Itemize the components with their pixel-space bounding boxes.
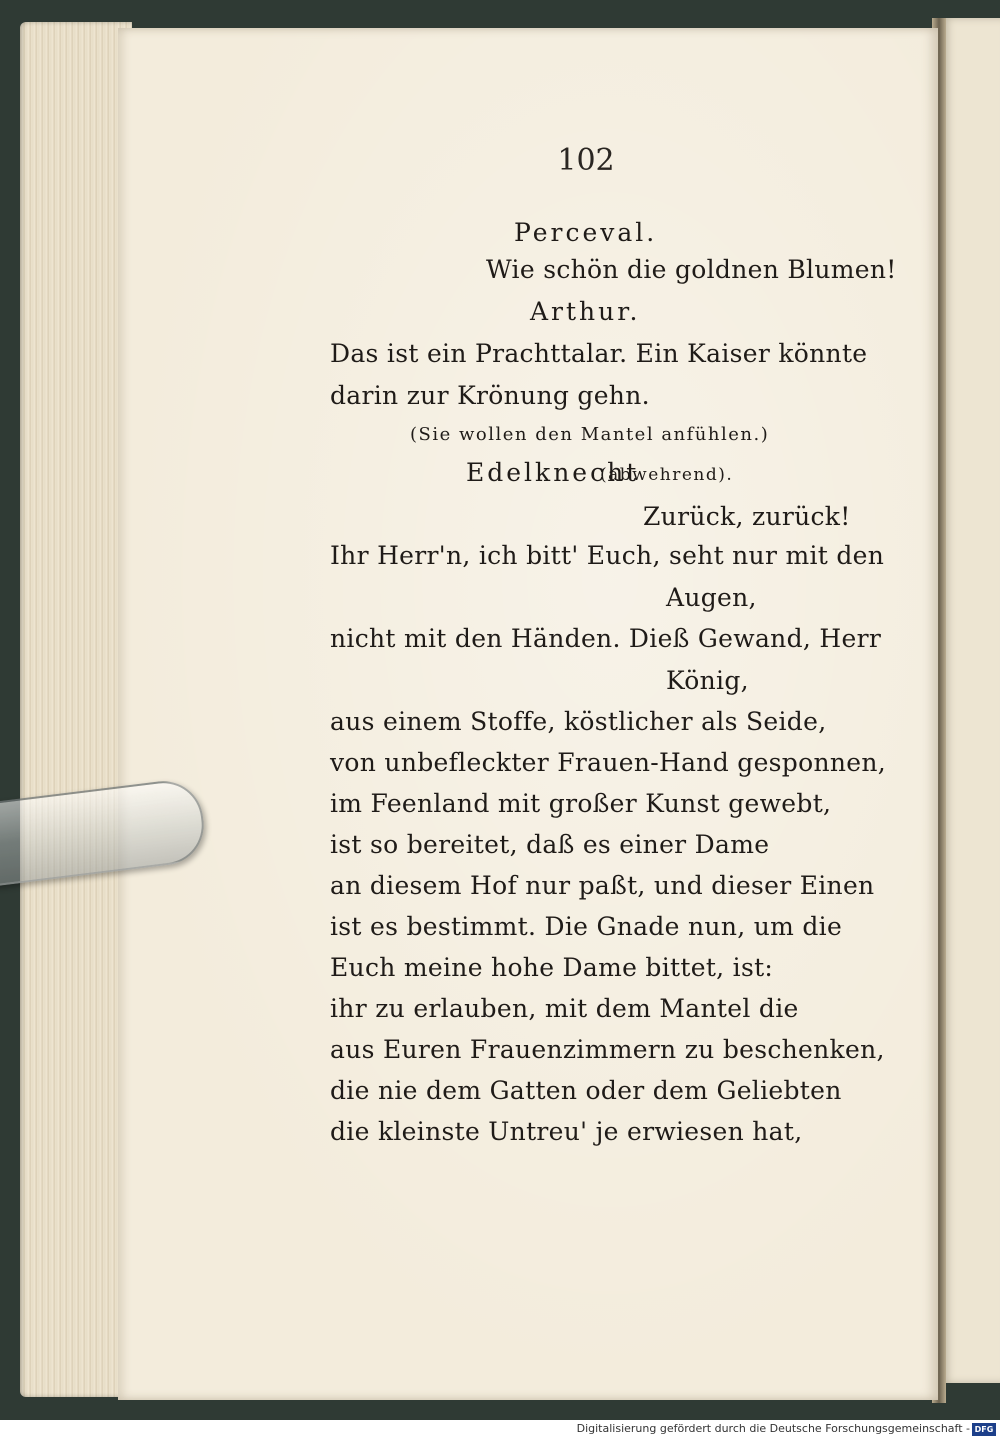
verse-line: aus einem Stoffe, köstlicher als Seide, [330,707,827,736]
verse-line-continuation: Augen, [666,583,757,612]
verse-line: im Feenland mit großer Kunst gewebt, [330,789,832,818]
verse-line: Zurück, zurück! [643,502,851,531]
verse-line: Euch meine hohe Dame bittet, ist: [330,953,774,982]
verse-line: Wie schön die goldnen Blumen! [486,255,897,284]
speaker-arthur: Arthur. [530,297,641,326]
verse-line: nicht mit den Händen. Dieß Gewand, Herr [330,624,882,653]
verse-line: ist so bereitet, daß es einer Dame [330,830,770,859]
stage-direction-inline: (abwehrend). [600,465,734,485]
verse-line-continuation: König, [666,666,749,695]
verse-line: Ihr Herr'n, ich bitt' Euch, seht nur mit den [330,541,885,570]
verse-line: Das ist ein Prachttalar. Ein Kaiser könnte [330,339,868,368]
digitization-credit: Digitalisierung gefördert durch die Deutsche Forschungsgemeinschaft - [576,1422,970,1435]
verse-line: die nie dem Gatten oder dem Geliebten [330,1076,842,1105]
verse-line: ist es bestimmt. Die Gnade nun, um die [330,912,843,941]
verse-line: ihr zu erlauben, mit dem Mantel die [330,994,799,1023]
verse-line: die kleinste Untreu' je erwiesen hat, [330,1117,803,1146]
speaker-edelknecht: Edelknecht [466,458,640,487]
verse-line: an diesem Hof nur paßt, und dieser Einen [330,871,875,900]
page-edges [20,22,132,1397]
verse-line: von unbefleckter Frauen-Hand gesponnen, [330,748,886,777]
verse-line: aus Euren Frauenzimmern zu beschenken, [330,1035,885,1064]
page-number: 102 [557,143,615,178]
dfg-logo: DFG [972,1423,996,1436]
verse-line: darin zur Krönung gehn. [330,381,650,410]
speaker-perceval: Perceval. [514,218,658,247]
facing-page [944,18,1000,1383]
stage-direction: (Sie wollen den Mantel anfühlen.) [410,424,770,445]
